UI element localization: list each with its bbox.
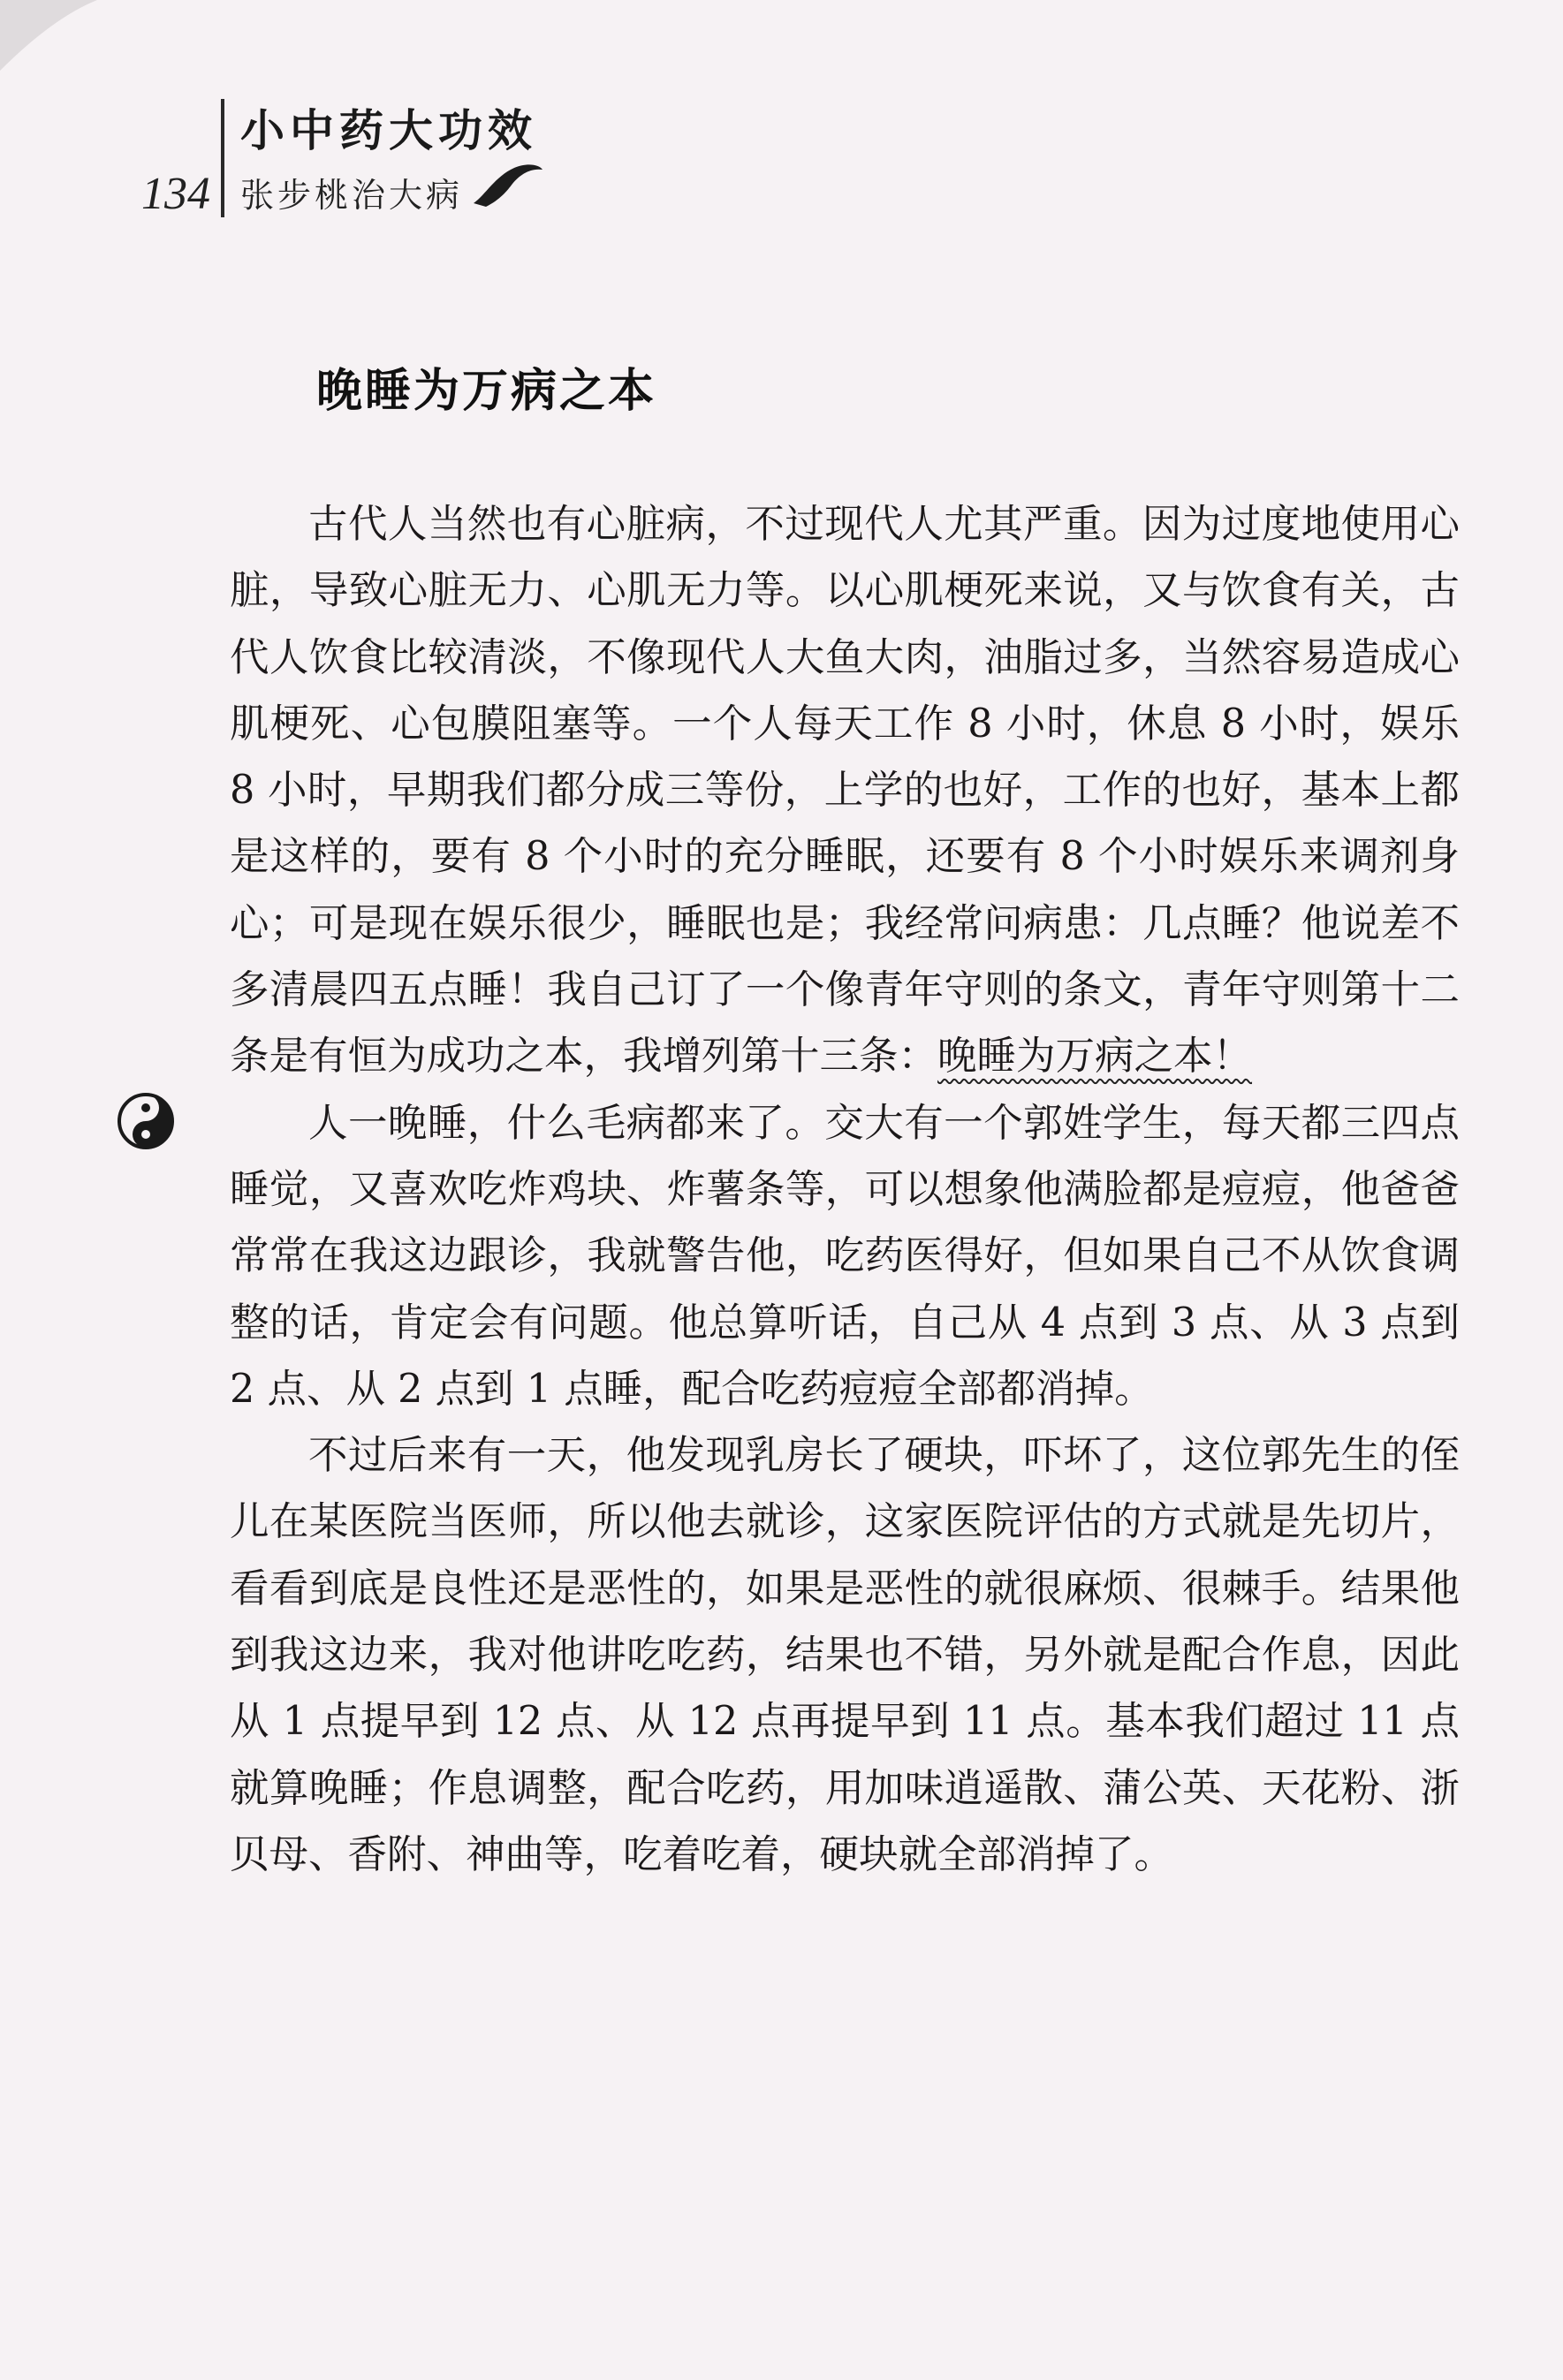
paragraph-3: 不过后来有一天，他发现乳房长了硬块，吓坏了，这位郭先生的侄儿在某医院当医师，所以他去就诊，这家医院评估的方式就是先切片，看看到底是良性还是恶性的，如果是恶性的就很麻烦、很棘手。结果他到我这边来，我对他讲吃吃药，结果也不错，另外就是配合作息，因此从 1 点提早到 12 点、从 12 点再提早到 11 点。基本我们超过 11 点就算晚睡；作息调整，配合吃药，用加味逍遥散、蒲公英、天花粉、浙贝母、香附、神曲等，吃着吃着，硬块就全部消掉了。 — [230, 1433, 1460, 1877]
article-body — [230, 491, 1460, 1888]
header-divider — [221, 99, 224, 217]
brush-stroke-icon — [468, 159, 546, 210]
section-title: 晚睡为万病之本 — [316, 365, 657, 418]
book-subtitle: 张步桃治大病 — [240, 176, 464, 215]
paragraph-1 — [230, 491, 1460, 1090]
paragraph-1-text: 古代人当然也有心脏病，不过现代人尤其严重。因为过度地使用心脏，导致心脏无力、心肌无力等。以心肌梗死来说，又与饮食有关，古代人饮食比较清淡，不像现代人大鱼大肉，油脂过多，当然容易造成心肌梗死、心包膜阻塞等。一个人每天工作 8 小时，休息 8 小时，娱乐 8 小时，早期我们都分成三等份，上学的也好，工作的也好，基本上都是这样的，要有 8 个小时的充分睡眠，还要有 8 个小时娱乐来调剂身心；可是现在娱乐很少，睡眠也是；我经常问病患：几点睡？他说差不多清晨四五点睡！我自己订了一个像青年守则的条文，青年守则第十二条是有恒为成功之本，我增列第十三条： — [230, 502, 1460, 1080]
book-title: 小中药大功效 — [240, 105, 537, 156]
page-number: 134 — [141, 169, 210, 219]
paragraph-2: 人一晚睡，什么毛病都来了。交大有一个郭姓学生，每天都三四点睡觉，又喜欢吃炸鸡块、炸薯条等，可以想象他满脸都是痘痘，他爸爸常常在我这边跟诊，我就警告他，吃药医得好，但如果自己不从饮食调整的话，肯定会有问题。他总算听话，自己从 4 点到 3 点、从 3 点到 2 点、从 2 点到 1 点睡，配合吃药痘痘全部都消掉。 — [230, 1100, 1460, 1412]
emphasized-maxim: 晚睡为万病之本！ — [937, 1034, 1253, 1080]
yin-yang-icon — [115, 1090, 177, 1152]
scan-shadow-corner — [0, 0, 106, 80]
